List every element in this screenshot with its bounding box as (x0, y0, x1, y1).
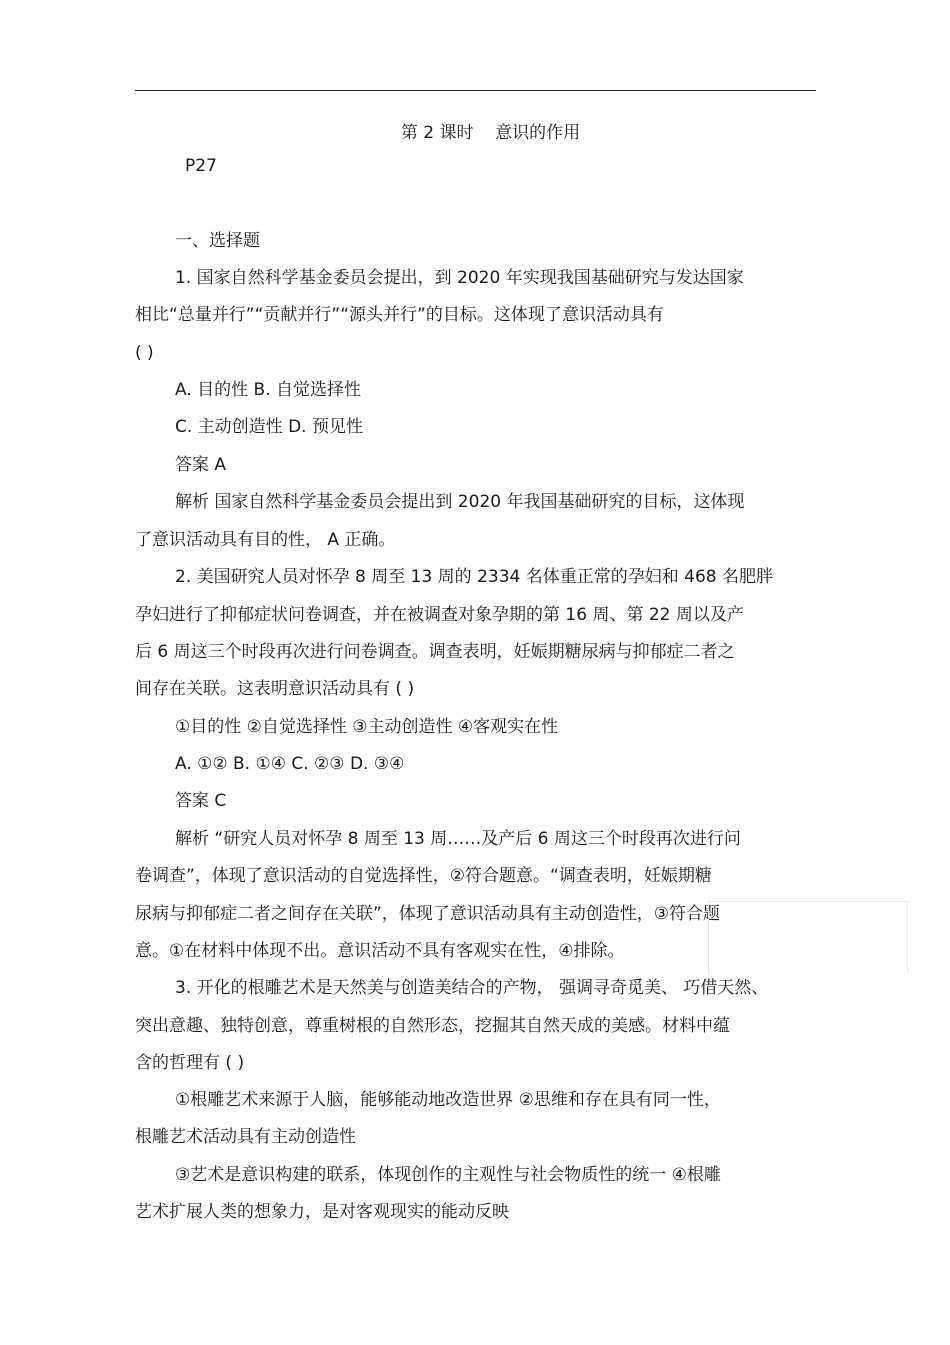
lesson-number: 第 2 课时 (400, 123, 474, 143)
answer-line: 答案 C (175, 791, 227, 811)
question-1-line: ( ) (135, 343, 154, 363)
statements-line: ①目的性 ②自觉选择性 ③主动创造性 ④客观实在性 (175, 717, 559, 737)
question-2-line: 孕妇进行了抑郁症状问卷调查，并在被调查对象孕期的第 16 周、第 22 周以及产 (135, 605, 744, 625)
statements-line: 根雕艺术活动具有主动创造性 (135, 1127, 356, 1147)
question-2-line: 间存在关联。这表明意识活动具有 ( ) (135, 679, 415, 699)
analysis-line: 尿病与抑郁症二者之间存在关联”，体现了意识活动具有主动创造性，③符合题 (135, 904, 721, 924)
question-3-line: 3. 开化的根雕艺术是天然美与创造美结合的产物， 强调寻奇觅美、 巧借天然、 (175, 978, 769, 998)
analysis-line: 意。①在材料中体现不出。意识活动不具有客观实在性，④排除。 (135, 941, 625, 961)
header-rule (135, 90, 816, 91)
options-line: A. ①② B. ①④ C. ②③ D. ③④ (175, 754, 405, 774)
options-line: A. 目的性 B. 自觉选择性 (175, 380, 362, 400)
watermark-stamp (708, 901, 908, 974)
question-2-line: 2. 美国研究人员对怀孕 8 周至 13 周的 2334 名体重正常的孕妇和 468 名肥胖 (175, 567, 774, 587)
page-title (135, 118, 846, 143)
question-3-line: 突出意趣、独特创意，尊重树根的自然形态，挖掘其自然天成的美感。材料中蕴 (135, 1016, 730, 1036)
statements-line: ①根雕艺术来源于人脑，能够能动地改造世界 ②思维和存在具有同一性， (175, 1090, 721, 1110)
analysis-line: 卷调查”，体现了意识活动的自觉选择性，②符合题意。“调查表明，妊娠期糖 (135, 866, 712, 886)
section-heading: 一、选择题 (175, 231, 260, 251)
analysis-line: 解析 “研究人员对怀孕 8 周至 13 周……及产后 6 周这三个时段再次进行问 (175, 829, 741, 849)
page-reference: P27 (185, 156, 217, 176)
answer-line: 答案 A (175, 455, 227, 475)
question-3-line: 含的哲理有 ( ) (135, 1053, 245, 1073)
statements-line: 艺术扩展人类的想象力，是对客观现实的能动反映 (135, 1202, 509, 1222)
analysis-line: 了意识活动具有目的性， A 正确。 (135, 530, 396, 550)
question-2-line: 后 6 周这三个时段再次进行问卷调查。调查表明，妊娠期糖尿病与抑郁症二者之 (135, 642, 735, 662)
lesson-topic: 意识的作用 (495, 123, 581, 143)
question-1-line: 1. 国家自然科学基金委员会提出，到 2020 年实现我国基础研究与发达国家 (175, 268, 744, 288)
analysis-line: 解析 国家自然科学基金委员会提出到 2020 年我国基础研究的目标，这体现 (175, 492, 745, 512)
statements-line: ③艺术是意识构建的联系，体现创作的主观性与社会物质性的统一 ④根雕 (175, 1165, 721, 1185)
options-line: C. 主动创造性 D. 预见性 (175, 417, 363, 437)
question-1-line: 相比“总量并行”“贡献并行”“源头并行”的目标。这体现了意识活动具有 (135, 305, 664, 325)
